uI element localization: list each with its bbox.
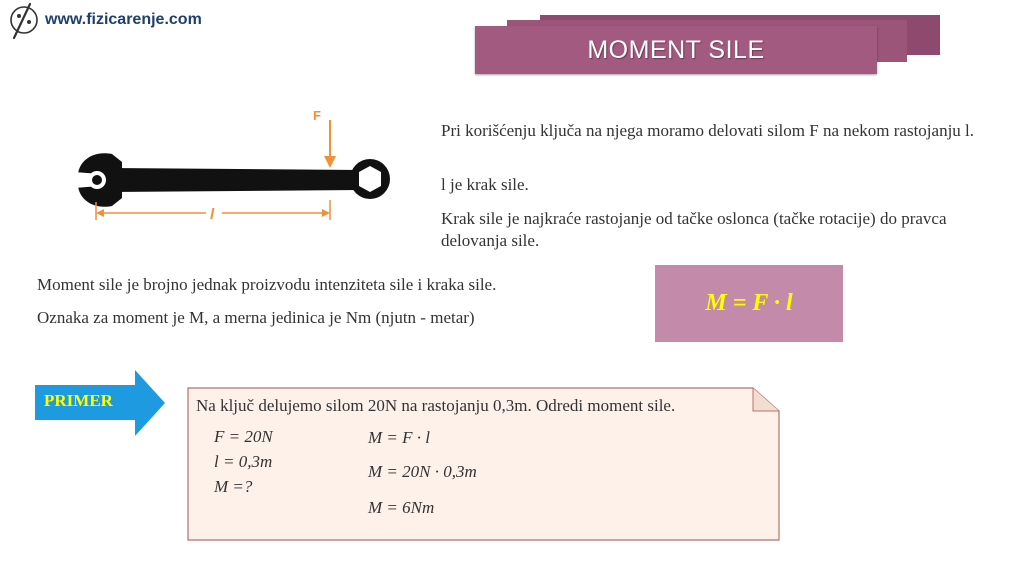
- force-label: F: [313, 108, 321, 123]
- intro-text: Pri korišćenju ključa na njega moramo delovati silom F na nekom rastojanju l.: [441, 121, 975, 140]
- arm-arrow-right: [322, 209, 330, 217]
- wrench-diagram: [70, 100, 400, 225]
- moment-unit-text: Oznaka za moment je M, a merna jedinica je Nm (njutn - metar): [37, 308, 475, 327]
- solution-step-3: M = 6Nm: [368, 498, 435, 517]
- given-force: F = 20N: [214, 427, 273, 446]
- site-url[interactable]: www.fizicarenje.com: [45, 11, 202, 28]
- example-task: Na ključ delujemo silom 20N na rastojanju 0,3m. Odredi moment sile.: [196, 396, 676, 415]
- given-arm: l = 0,3m: [214, 452, 273, 471]
- wrench-icon: [74, 153, 390, 207]
- solution-step-1: M = F · l: [368, 428, 430, 447]
- moment-definition-text: Moment sile je brojno jednak proizvodu intenziteta sile i kraka sile.: [37, 275, 497, 294]
- force-arrow-head: [324, 156, 336, 168]
- moment-formula: M = F · l: [705, 290, 793, 316]
- definition-text: Krak sile je najkraće rastojanje od tačke oslonca (tačke rotacije) do pravca delovanja sile.: [441, 209, 947, 250]
- arm-arrow-left: [96, 209, 104, 217]
- primer-label: PRIMER: [44, 391, 113, 410]
- fizicarenje-logo-icon: [4, 2, 44, 42]
- page-title: MOMENT SILE: [587, 36, 765, 64]
- solution-step-2: M = 20N · 0,3m: [368, 462, 477, 481]
- given-moment: M =?: [214, 477, 253, 496]
- arm-label: l: [210, 206, 215, 223]
- arm-text: l je krak sile.: [441, 175, 529, 194]
